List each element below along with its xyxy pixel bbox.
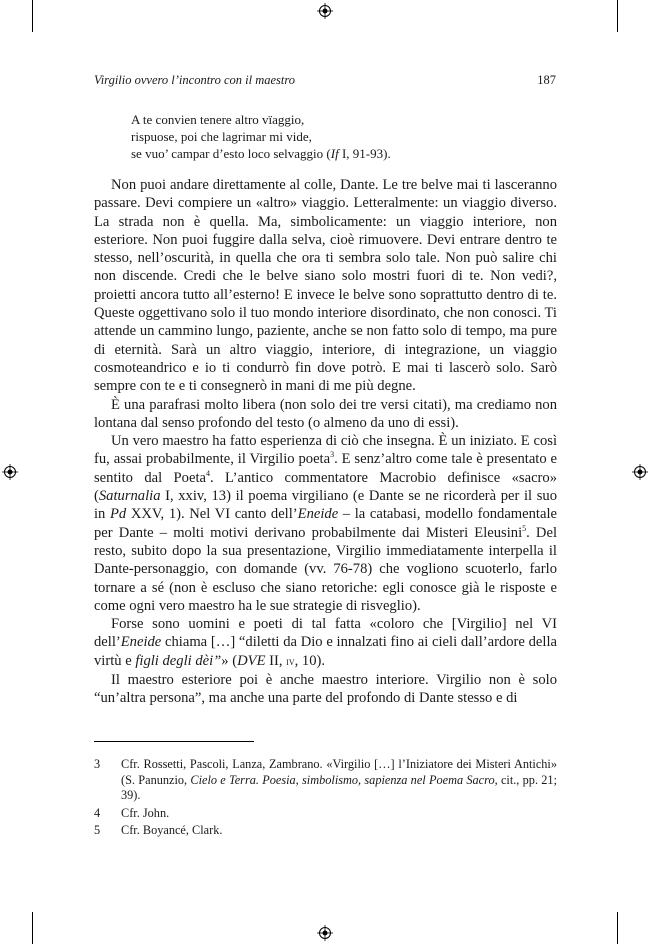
registration-mark-right-icon <box>632 464 648 480</box>
verse-line: se vuo’ campar d’esto loco selvaggio (If I, 91-93). <box>131 146 391 161</box>
paragraph: Forse sono uomini e poeti di tal fatta «coloro che [Virgilio] nel VI dell’Eneide chiama […] “diletti da Dio e innalzati fino ai cieli dall’ardore della virtù e figli degli dèi”» (DVE II, iv, 10). <box>94 616 557 669</box>
crop-mark-top-right <box>617 0 618 32</box>
footnote-ref[interactable]: 5 <box>522 523 527 533</box>
footnote-ref[interactable]: 3 <box>330 450 335 460</box>
footnote <box>94 806 557 822</box>
body-text <box>94 176 557 708</box>
paragraph: Non puoi andare direttamente al colle, Dante. Le tre belve mai ti lasceranno passare. Devi compiere un «altro» viaggio. Letteralmente: un viaggio diverso. La strada non è quella. Ma, simbolicamente: un viaggio interiore, non esteriore. Non puoi fuggire dalla selva, cioè rimuovere. Devi entrare dentro te stesso, nell’oscurità, in quella che ora ti sembra solo tale. Non può salire chi non discende. Credi che le belve siano solo mostri fuori di te. Non vedi?, proietti ancora tutto all’esterno! E invece le belve sono soprattutto dentro di te. Queste oggettivano solo il tuo mondo interiore disordinato, che non conosci. Ti attende un cammino lungo, paziente, anche se non fatto solo di tempo, ma pure di eternità. Sarà un altro viaggio, interiore, di integrazione, un viaggio cosmoteandrico e io ti condurrò fin dove potrò. E mai ti lascerò solo. Sarò sempre con te e ti consegnerò in mani di me più degne. <box>94 177 557 395</box>
footnote-text: Cfr. Rossetti, Pascoli, Lanza, Zambrano. «Virgilio […] l’Iniziatore dei Misteri Antichi» (S. Panunzio, Cielo e Terra. Poesia, simbolismo, sapienza nel Poema Sacro, cit., pp. 21; 39). <box>121 757 557 802</box>
paragraph: Un vero maestro ha fatto esperienza di ciò che insegna. È un iniziato. E così fu, assai probabilmente, il Virgilio poeta$^3$. E senz’altro come tale è presentato e sentito dal Poeta$^4$. L’antico commentatore Macrobio definisce «sacro» (Saturnalia I, xxiv, 13) il poema virgiliano (e Dante se ne ricorderà per il suo in Pd XXV, 1). Nel VI canto dell’Eneide – la catabasi, modello fondamentale per Dante – molti motivi derivano probabilmente dai Misteri Eleusini$^5$. Del resto, subito dopo la sua presentazione, Virgilio immediatamente interpella il Dante-personaggio, con domande (vv. 76-78) che vogliono scuoterlo, farlo tornare a sé (non è escluso che siano retoriche: egli conosce già le risposte e come ogni vero maestro ha le sue strategie di risveglio). <box>94 433 558 614</box>
paragraph: Il maestro esteriore poi è anche maestro interiore. Virgilio non è solo “un’altra persona”, ma anche una parte del profondo di Dante stesso e di <box>94 672 557 707</box>
footnote <box>94 823 557 839</box>
verse-quote <box>131 111 391 162</box>
crop-mark-bottom-left <box>32 912 33 944</box>
footnotes <box>94 757 557 841</box>
verse-line: A te convien tenere altro vïaggio, <box>131 112 305 127</box>
verse-line: rispuose, poi che lagrimar mi vide, <box>131 129 312 144</box>
footnote-number: 5 <box>94 823 101 837</box>
footnote-ref[interactable]: 4 <box>205 468 210 478</box>
footnote-text: Cfr. Boyancé, Clark. <box>121 823 223 837</box>
running-head <box>94 73 556 88</box>
crop-mark-bottom-right <box>617 912 618 944</box>
page-number: 187 <box>537 73 556 87</box>
footnote-number: 3 <box>94 757 101 771</box>
registration-mark-top-icon <box>317 3 333 19</box>
paragraph: È una parafrasi molto libera (non solo dei tre versi citati), ma crediamo non lontana dal senso profondo del testo (o almeno da uno di essi). <box>94 396 557 431</box>
footnote <box>94 757 557 804</box>
chapter-title: Virgilio ovvero l’incontro con il maestro <box>94 73 296 87</box>
crop-mark-top-left <box>32 0 33 32</box>
footnote-text: Cfr. John. <box>121 805 170 820</box>
registration-mark-left-icon <box>2 464 18 480</box>
registration-mark-bottom-icon <box>317 925 333 941</box>
footnote-separator <box>94 741 254 742</box>
footnote-number: 4 <box>94 805 101 820</box>
